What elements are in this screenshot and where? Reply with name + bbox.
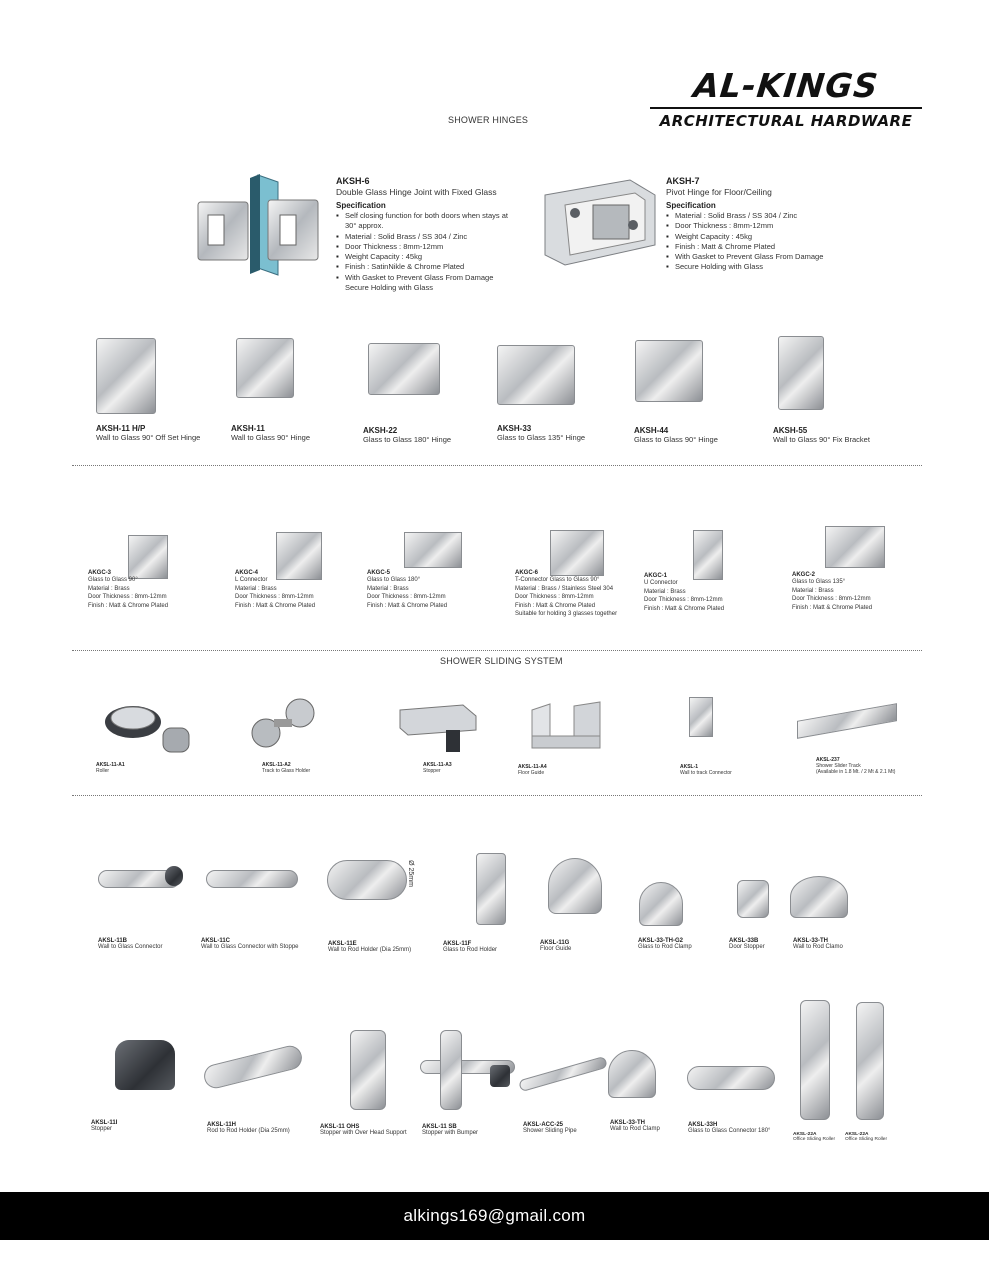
office-sliding-roller-2-image [856, 1002, 884, 1120]
product-description: Stopper with Over Head Support [320, 1130, 407, 1136]
section-divider [72, 650, 922, 651]
spec-item: ▪ Finish : Matt & Chrome Plated [666, 242, 866, 252]
spec-line: Finish : Matt & Chrome Plated [235, 602, 316, 609]
sliding-item [793, 1132, 835, 1142]
product-code: AKSL-237 [816, 757, 840, 763]
spec-line: Material : Brass / Stainless Steel 304 [515, 585, 614, 592]
product-code: AKGC-5 [367, 570, 391, 576]
hinge-aksh-6-image [188, 170, 328, 280]
product-code: AKSL-11E [328, 941, 357, 947]
sliding-item [610, 1120, 660, 1132]
door-stopper-image [737, 880, 769, 918]
spec-item: ▪ Door Thickness : 8mm-12mm [336, 242, 536, 252]
spec-line: Door Thickness : 8mm-12mm [235, 594, 314, 601]
footer-bar [0, 1192, 989, 1240]
spec-item: ▪ Material : Solid Brass / SS 304 / Zinc [336, 232, 536, 242]
product-code: AKSL-11 OHS [320, 1124, 360, 1130]
hinge-aksh-44-image [635, 340, 703, 402]
floor-guide-image [530, 700, 602, 750]
product-description: Wall to track Connector [680, 770, 732, 776]
product-code: AKGC-2 [792, 572, 816, 578]
product-code: AKSL-33-TH [610, 1120, 646, 1126]
spec-line: L Connector [235, 577, 268, 583]
sliding-item [443, 941, 497, 953]
product-description: Wall to Glass 90° Fix Bracket [773, 435, 870, 444]
rod-to-rod-holder-image [202, 1043, 305, 1090]
product-code: AKSL-11-A2 [262, 762, 291, 768]
product-code: AKSL-22A [845, 1132, 869, 1137]
product-code: AKSH-11 H/P [96, 424, 146, 433]
product-description: Wall to Rod Clamp [610, 1126, 660, 1132]
wall-glass-connector-stopper-image [206, 870, 298, 888]
product-code: AKSL-11 SB [422, 1124, 457, 1130]
product-code: AKSL-11-A3 [423, 762, 452, 768]
hinge-item [497, 424, 585, 442]
spec-line: T-Connector Glass to Glass 90° [515, 577, 600, 583]
sliding-item [729, 938, 765, 950]
product-code: AKGC-1 [644, 573, 668, 579]
sliding-item [262, 762, 310, 774]
track-holder-image [248, 695, 318, 753]
connector-item [515, 570, 617, 619]
product-description: Wall to Glass 90° Off Set Hinge [96, 433, 201, 442]
feature-aksh-7 [666, 176, 866, 273]
shower-sliding-pipe-image [518, 1056, 608, 1092]
section-divider [72, 465, 922, 466]
product-code: AKSH-7 [666, 176, 700, 186]
hinge-item [634, 426, 718, 444]
product-description: Glass to Rod Clamp [638, 944, 692, 950]
spec-item: ▪ Material : Solid Brass / SS 304 / Zinc [666, 211, 866, 221]
connector-item [367, 570, 447, 610]
spec-line: U Connector [644, 580, 678, 586]
sliding-item [320, 1124, 407, 1136]
spec-line: Glass to Glass 135° [792, 579, 846, 585]
spec-line: Finish : Matt & Chrome Plated [515, 602, 596, 609]
spec-line: Material : Brass [235, 585, 277, 592]
product-description: Track to Glass Holder [262, 768, 311, 774]
sliding-item [423, 762, 452, 774]
stopper-11i-image [115, 1040, 175, 1090]
section-title-sliding: SHOWER SLIDING SYSTEM [440, 656, 563, 666]
product-description: Wall to Glass Connector [98, 944, 163, 950]
product-code: AKSH-33 [497, 424, 532, 433]
product-description: Glass to Rod Holder [443, 947, 498, 953]
product-description: Double Glass Hinge Joint with Fixed Glass [336, 187, 497, 197]
spec-line: Material : Brass [367, 585, 409, 592]
spec-line: Material : Brass [88, 585, 130, 592]
brand-logo [650, 66, 922, 130]
product-description: Floor Guide [518, 770, 545, 776]
product-code: AKSL-33B [729, 938, 759, 944]
spec-line: Door Thickness : 8mm-12mm [515, 594, 594, 601]
product-description: Wall to Rod Holder (Dia 25mm) [328, 947, 412, 953]
product-description: Glass to Glass 180° Hinge [363, 435, 452, 444]
spec-line: Suitable for holding 3 glasses together [515, 611, 618, 618]
product-description: Glass to Glass Connector 180° [688, 1128, 771, 1134]
sliding-item [845, 1132, 887, 1142]
product-description: Stopper [91, 1126, 113, 1132]
spec-item: ▪ Weight Capacity : 45kg [666, 232, 866, 242]
product-description: Rod to Rod Holder (Dia 25mm) [207, 1128, 290, 1134]
spec-line: Material : Brass [792, 587, 834, 594]
product-code: AKSL-11-A4 [518, 764, 547, 770]
product-description: Wall to Rod Clamo [793, 944, 843, 950]
sliding-item [422, 1124, 478, 1136]
sliding-item [680, 764, 732, 776]
sliding-item [207, 1122, 290, 1134]
product-code: AKSH-44 [634, 426, 669, 435]
connector-item [235, 570, 315, 610]
hinge-item [231, 424, 310, 442]
roller-image [103, 700, 198, 760]
glass-rod-holder-image [476, 853, 506, 925]
spec-line: Door Thickness : 8mm-12mm [644, 597, 723, 604]
product-description: Roller [96, 768, 110, 774]
hinge-aksh-55-image [778, 336, 824, 410]
connector-item [792, 572, 872, 612]
product-code: AKSL-11C [201, 938, 231, 944]
spec-item: ▪ Door Thickness : 8mm-12mm [666, 221, 866, 231]
stopper-image [398, 700, 478, 755]
hinge-aksh-11hp-image [96, 338, 156, 414]
spec-item: 30° approx. [345, 221, 384, 231]
product-description: Shower Sliding Pipe [523, 1128, 577, 1134]
spec-list [666, 211, 866, 273]
sliding-item [816, 757, 895, 775]
product-code: AKSH-22 [363, 426, 398, 435]
sliding-item [793, 938, 843, 950]
hinge-aksh-22-image [368, 343, 440, 395]
wall-track-connector-image [689, 697, 713, 737]
hinge-aksh-11-image [236, 338, 294, 398]
connector-akgc-2-image [825, 526, 885, 568]
spec-line: Finish : Matt & Chrome Plated [644, 605, 725, 612]
product-code: AKGC-3 [88, 570, 112, 576]
product-code: AKSL-1 [680, 764, 699, 770]
spec-line: Door Thickness : 8mm-12mm [88, 594, 167, 601]
product-code: AKSL-11I [91, 1120, 118, 1126]
sliding-item [523, 1122, 577, 1134]
product-description: Door Stopper [729, 944, 765, 950]
product-code: AKSL-22A [793, 1132, 817, 1137]
spec-line: Glass to Glass 90° [88, 577, 138, 583]
spec-line: Door Thickness : 8mm-12mm [792, 596, 871, 603]
product-code: AKSH-55 [773, 426, 808, 435]
sliding-item [96, 762, 125, 774]
product-description: Wall to Glass Connector with Stoppe [201, 944, 299, 950]
sliding-item [688, 1122, 770, 1134]
bumper-image [490, 1065, 510, 1087]
spec-line: Finish : Matt & Chrome Plated [792, 604, 873, 611]
spec-title: Specification [336, 201, 386, 210]
connector-akgc-5-image [404, 532, 462, 568]
product-description: Stopper with Bumper [422, 1130, 479, 1136]
sliding-item [518, 764, 547, 776]
spec-line: Glass to Glass 180° [367, 577, 421, 583]
product-code: AKSL-11F [443, 941, 472, 947]
wall-rod-clamp-image [790, 876, 848, 918]
spec-item: Secure Holding with Glass [345, 283, 433, 293]
spec-item: ▪ With Gasket to Prevent Glass From Damage [666, 252, 866, 262]
brand-subtitle: ARCHITECTURAL HARDWARE [659, 112, 913, 130]
glass-connector-180-image [687, 1066, 775, 1090]
product-description: Pivot Hinge for Floor/Ceiling [666, 187, 772, 197]
product-code: AKSL-11H [207, 1122, 237, 1128]
sliding-item [91, 1120, 117, 1132]
product-description: Stopper [423, 768, 441, 774]
product-code: AKGC-4 [235, 570, 259, 576]
spec-item: ▪ Finish : SatinNikle & Chrome Plated [336, 262, 536, 272]
product-description: Floor Guide [540, 946, 572, 952]
section-title-hinges: SHOWER HINGES [448, 115, 529, 125]
sliding-item [201, 938, 299, 950]
sliding-item [638, 938, 692, 950]
product-code: AKSL-33-TH-G2 [638, 938, 684, 944]
product-code: AKGC-6 [515, 570, 539, 576]
product-code: AKSH-11 [231, 424, 265, 433]
brand-divider [650, 107, 922, 109]
hinge-aksh-33-image [497, 345, 575, 405]
feature-aksh-6 [336, 176, 536, 293]
product-description: Wall to Glass 90° Hinge [231, 433, 311, 442]
product-code: AKSL-33-TH [793, 938, 829, 944]
product-code: AKSH-6 [336, 176, 370, 186]
stopper-bumper-image [440, 1030, 462, 1110]
contact-email[interactable]: alkings169@gmail.com [403, 1206, 586, 1225]
spec-title: Specification [666, 201, 716, 210]
brand-name: AL-KINGS [691, 66, 881, 105]
spec-item: ▪ Weight Capacity : 45kg [336, 252, 536, 262]
connector-item [88, 570, 168, 610]
section-divider [72, 795, 922, 796]
stopper-overhead-support-image [350, 1030, 386, 1110]
spec-item: ▪ Secure Holding with Glass [666, 262, 866, 272]
product-description: Glass to Glass 90° Hinge [634, 435, 718, 444]
diameter-label: Ø 25mm [406, 860, 414, 887]
product-code: AKSL-ACC-25 [523, 1122, 564, 1128]
sliding-item [98, 938, 162, 950]
rod-holder-image [327, 860, 407, 900]
spec-line: Door Thickness : 8mm-12mm [367, 594, 446, 601]
product-code: AKSL-33H [688, 1122, 718, 1128]
product-code: AKSL-11G [540, 940, 570, 946]
slider-track-image [797, 703, 897, 739]
product-code: AKSL-11B [98, 938, 128, 944]
glass-rod-clamp-image [639, 882, 683, 926]
floor-guide-image [548, 858, 602, 914]
product-description: Glass to Glass 135° Hinge [497, 433, 586, 442]
spec-list [336, 211, 536, 293]
product-description: Office Sliding Roller [845, 1136, 888, 1142]
spec-line: Finish : Matt & Chrome Plated [88, 602, 169, 609]
connector-item [644, 573, 724, 613]
product-description: Shower Slider Track [816, 763, 861, 769]
sliding-item [540, 940, 571, 952]
product-note: (Available in 1.8 Mt. / 2 Mt & 2.1 Mt) [816, 769, 896, 775]
spec-item: ▪ Self closing function for both doors when stays at [336, 211, 536, 221]
spec-line: Finish : Matt & Chrome Plated [367, 602, 448, 609]
product-code: AKSL-11-A1 [96, 762, 125, 768]
sliding-item [328, 941, 411, 953]
hinge-item [96, 424, 200, 442]
connector-cap-image [165, 866, 183, 886]
wall-rod-clamp-2-image [608, 1050, 656, 1098]
spec-line: Material : Brass [644, 588, 686, 595]
spec-item: ▪ With Gasket to Prevent Glass From Damage [336, 273, 536, 283]
office-sliding-roller-1-image [800, 1000, 830, 1120]
hinge-item [773, 426, 870, 444]
hinge-aksh-7-image [535, 175, 665, 275]
product-description: Office Sliding Roller [793, 1136, 836, 1142]
hinge-item [363, 426, 451, 444]
